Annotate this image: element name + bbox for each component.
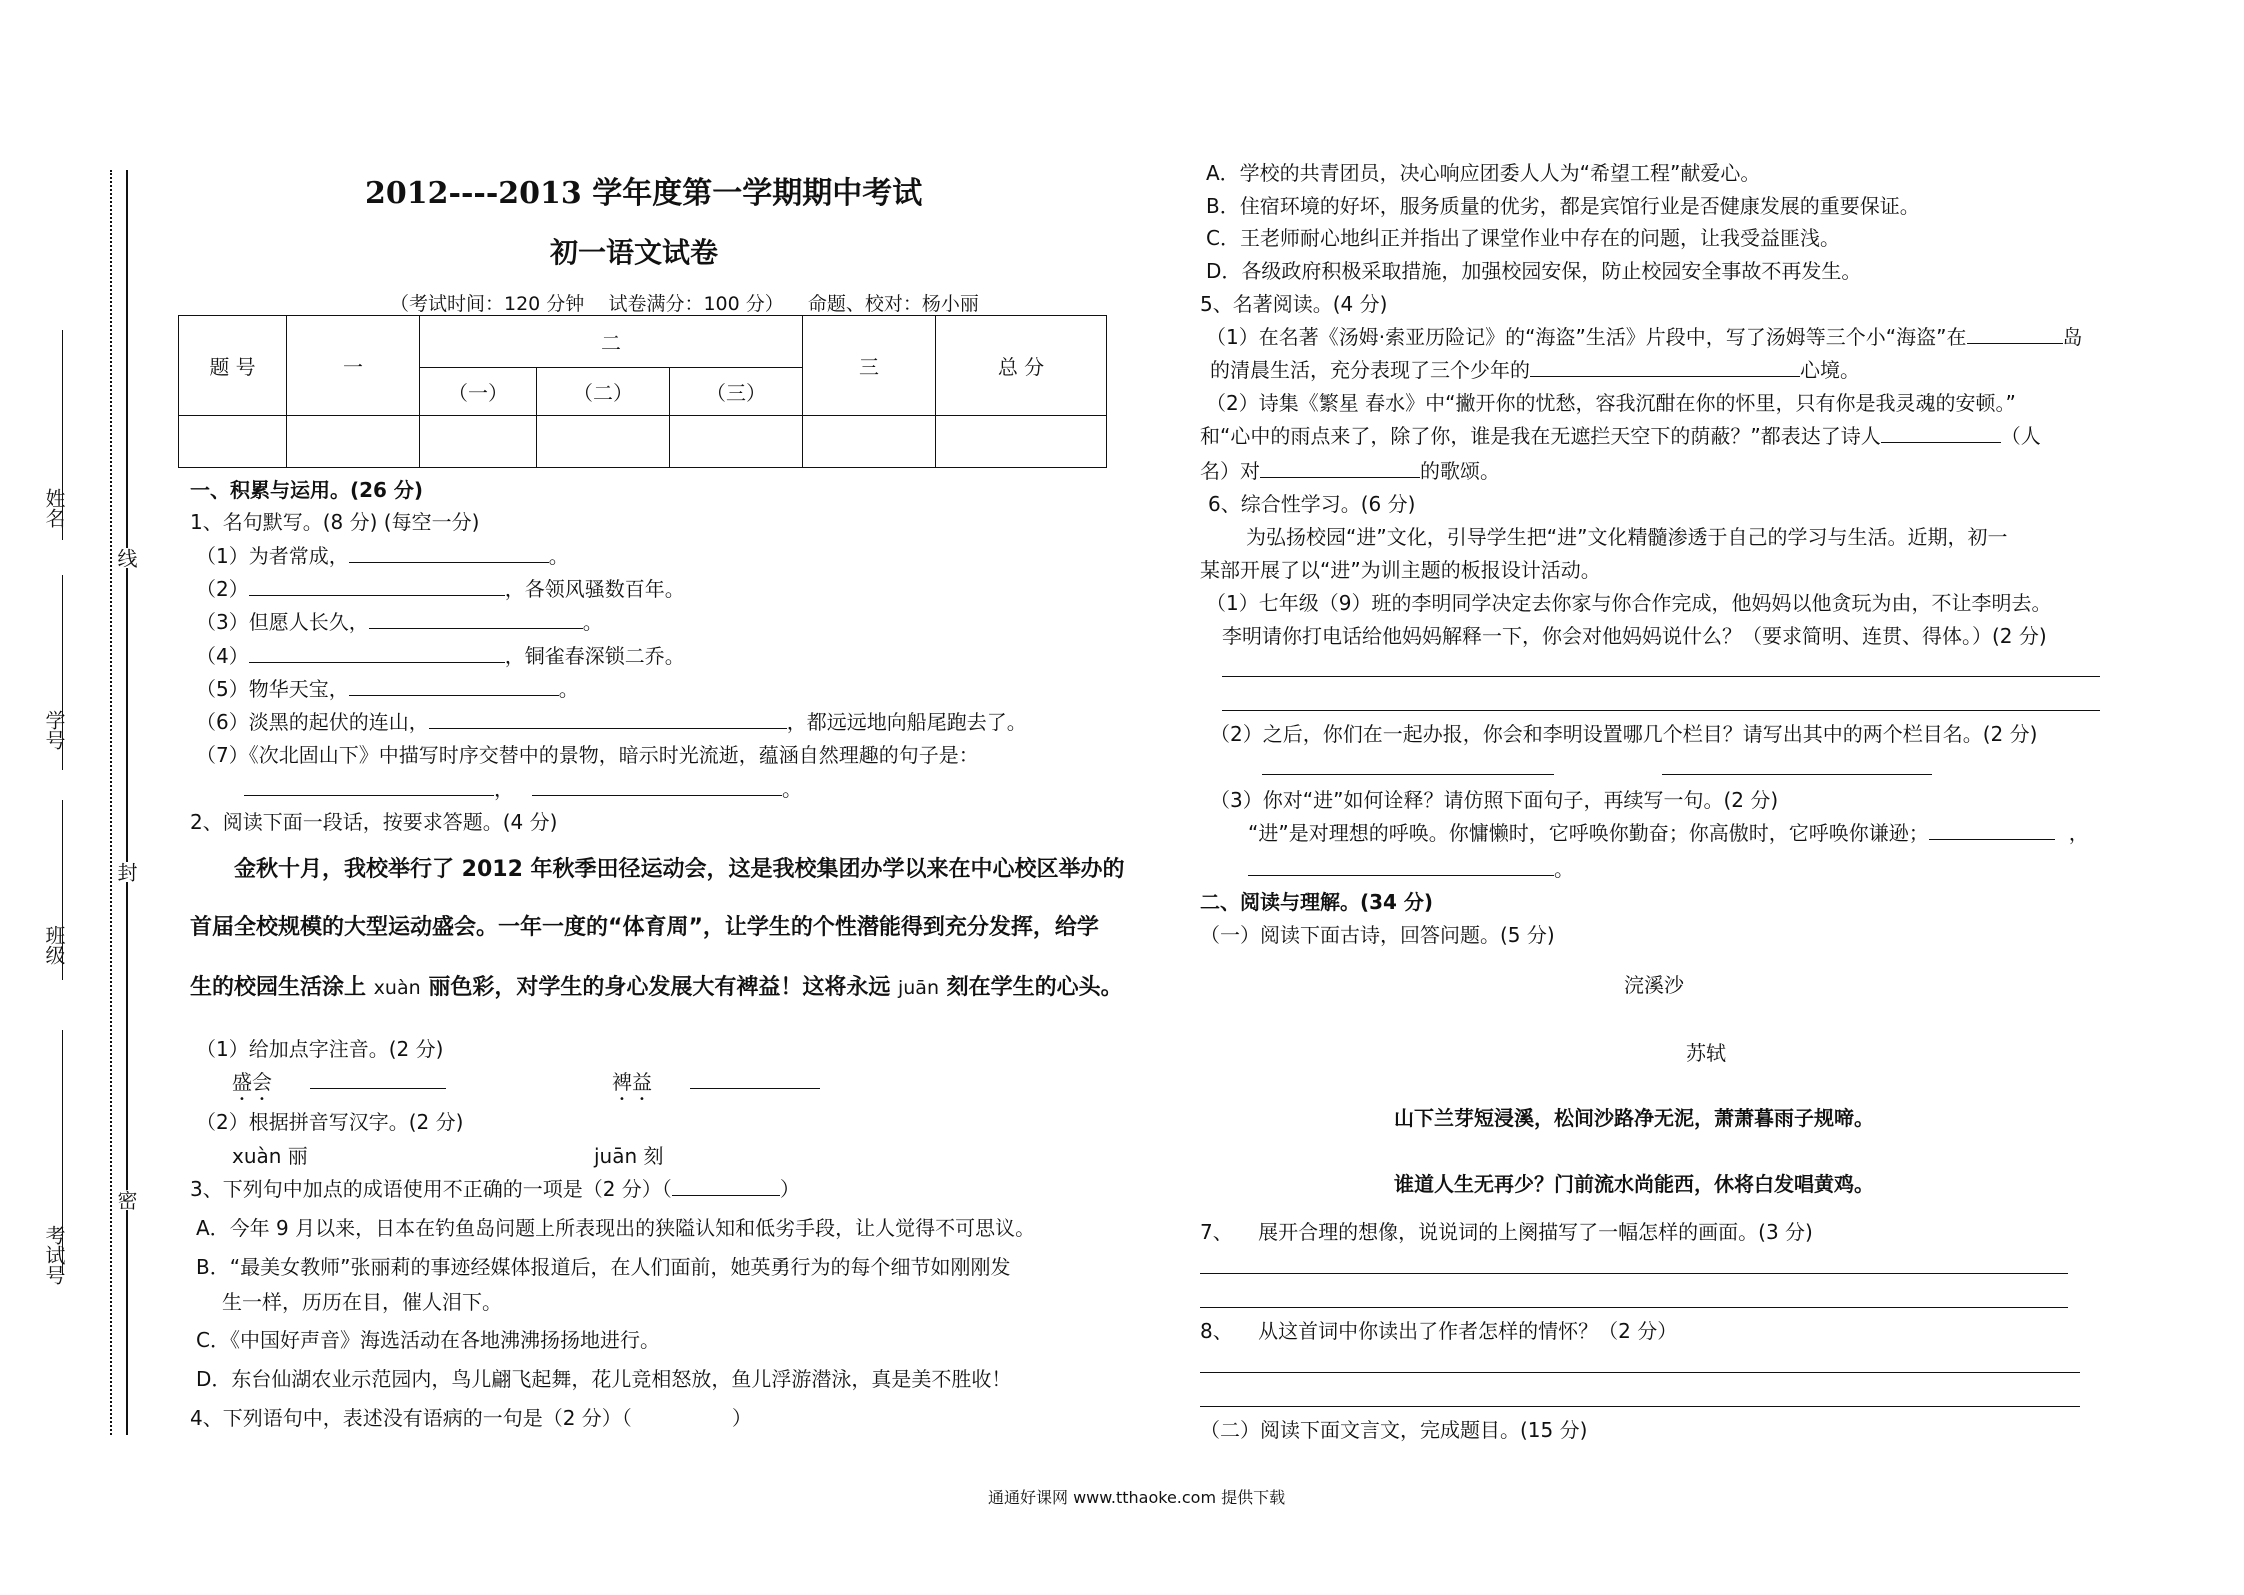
q6-intro-1: 为弘扬校园“进”文化，引导学生把“进”文化精髓渗透于自己的学习与生活。近期，初一 [1246, 525, 2008, 549]
q5-heading: 5、名著阅读。(4 分) [1200, 292, 1388, 316]
q4-option-d: D．各级政府积极采取措施，加强校园安保，防止校园安全事故不再发生。 [1206, 259, 1862, 283]
q4-option-b: B．住宿环境的好坏，服务质量的优劣，都是宾馆行业是否健康发展的重要保证。 [1206, 194, 1920, 218]
q6-1-line-1: （1）七年级（9）班的李明同学决定去你家与你合作完成，他妈妈以他贪玩为由，不让李明去。 [1206, 591, 2052, 615]
q5-1-line-1: （1）在名著《汤姆·索亚历险记》的“海盗”生活》片段中，写了汤姆等三个小“海盗”在 岛 [1206, 325, 2083, 349]
score-head-total: 总 分 [936, 316, 1107, 416]
poem-author: 苏轼 [1686, 1041, 1726, 1065]
q5-1-line-2: 的清晨生活，充分表现了三个少年的 心境。 [1210, 358, 1860, 382]
answer-blank[interactable] [1530, 356, 1800, 377]
q1-item-2: （2） ，各领风骚数百年。 [196, 577, 685, 601]
q4-option-a: A．学校的共青团员，决心响应团委人人为“希望工程”献爱心。 [1206, 161, 1761, 185]
seal-mark-xian: 线 [112, 548, 141, 568]
q8-answer-line-1[interactable] [1200, 1372, 2080, 1373]
score-head-two-a: （一） [420, 368, 537, 416]
q3-option-b-1: B．“最美女教师”张丽莉的事迹经媒体报道后，在人们面前，她英勇行为的每个细节如刚刚发 [196, 1255, 1011, 1279]
q4-heading: 4、下列语句中，表述没有语病的一句是（2 分）（ ） [190, 1406, 752, 1430]
footer-source: 通通好课网 www.tthaoke.com 提供下载 [988, 1488, 1286, 1507]
q6-3-example: “进”是对理想的呼唤。你慵懒时，它呼唤你勤奋；你高傲时，它呼唤你谦逊； ， [1248, 821, 2089, 845]
score-cell-two-b[interactable] [537, 416, 670, 468]
q3-heading: 3、下列句中加点的成语使用不正确的一项是（2 分）（ ） [190, 1177, 800, 1201]
poem-line-2: 谁道人生无再少？门前流水尚能西，休将白发唱黄鸡。 [1394, 1172, 1874, 1196]
score-table [178, 315, 1107, 468]
binding-margin-line-dashed [110, 170, 112, 1435]
passage-line-1: 金秋十月，我校举行了 2012 年秋季田径运动会，这是我校集团办学以来在中心校区举办的 [234, 857, 1125, 882]
q1-item-4: （4） ，铜雀春深锁二乔。 [196, 644, 685, 668]
score-cell-two-a[interactable] [420, 416, 537, 468]
class-field[interactable] [62, 800, 63, 980]
poem-line-1: 山下兰芽短浸溪，松间沙路净无泥，萧萧暮雨子规啼。 [1394, 1106, 1874, 1130]
q1-item-6: （6）淡黑的起伏的连山， ，都远远地向船尾跑去了。 [196, 710, 1027, 734]
score-cell-three[interactable] [803, 416, 936, 468]
q8-heading: 8、 从这首词中你读出了作者怎样的情怀？（2 分） [1200, 1319, 1678, 1343]
answer-blank[interactable] [349, 542, 549, 563]
q6-2-heading: （2）之后，你们在一起办报，你会和李明设置哪几个栏目？请写出其中的两个栏目名。(2 分) [1210, 722, 2038, 746]
passage-line-3: 生的校园生活涂上 xuàn 丽色彩，对学生的身心发展大有裨益！这将永远 juān 刻在学生的心头。 [190, 975, 1123, 1000]
q6-1-line-2: 李明请你打电话给他妈妈解释一下，你会对他妈妈说什么？（要求简明、连贯、得体。）(2 分) [1222, 624, 2047, 648]
section-1-heading: 一、积累与运用。(26 分) [190, 478, 424, 502]
q2-1-heading: （1）给加点字注音。(2 分) [196, 1037, 444, 1061]
q4-option-c: C．王老师耐心地纠正并指出了课堂作业中存在的问题，让我受益匪浅。 [1206, 226, 1840, 250]
q7-heading: 7、 展开合理的想像，说说词的上阕描写了一幅怎样的画面。(3 分) [1200, 1220, 1813, 1244]
q1-item-7: （7）《次北固山下》中描写时序交替中的景物，暗示时光流逝，蕴涵自然理趣的句子是： [196, 743, 979, 767]
seal-mark-feng: 封 [112, 862, 141, 882]
student-no-label: 学号 [42, 710, 66, 750]
score-cell-two-c[interactable] [670, 416, 803, 468]
score-head-two: 二 [420, 316, 803, 368]
answer-blank[interactable] [1929, 819, 2055, 840]
q3-option-a: A．今年 9 月以来，日本在钓鱼岛问题上所表现出的狭隘认知和低劣手段，让人觉得不可思议。 [196, 1216, 1036, 1240]
poem-title: 浣溪沙 [1624, 973, 1684, 997]
q5-2-line-2: 和“心中的雨点来了，除了你，谁是我在无遮拦天空下的荫蔽？”都表达了诗人 （人 [1200, 424, 2041, 448]
q8-answer-line-2[interactable] [1200, 1406, 2080, 1407]
part-2-heading: （二）阅读下面文言文，完成题目。(15 分) [1200, 1418, 1588, 1442]
score-head-two-b: （二） [537, 368, 670, 416]
answer-blank[interactable] [349, 675, 559, 696]
q6-3-heading: （3）你对“进”如何诠释？请仿照下面句子，再续写一句。(2 分) [1210, 788, 1779, 812]
binding-margin-line-solid [126, 170, 128, 1435]
answer-blank[interactable] [429, 708, 787, 729]
name-field[interactable] [62, 330, 63, 540]
q2-heading: 2、阅读下面一段话，按要求答题。(4 分) [190, 810, 558, 834]
q5-2-line-1: （2）诗集《繁星 春水》中“撇开你的忧愁，容我沉酣在你的怀里，只有你是我灵魂的安顿。” [1206, 391, 2016, 415]
q1-item-1: （1）为者常成， 。 [196, 544, 569, 568]
q5-2-line-3: 名）对 的歌颂。 [1200, 459, 1500, 483]
answer-blank[interactable] [244, 775, 494, 796]
q6-heading: 6、综合性学习。(6 分) [1208, 492, 1416, 516]
class-label: 班级 [42, 925, 66, 965]
answer-blank[interactable] [532, 775, 782, 796]
score-head-tihao: 题 号 [179, 316, 287, 416]
part-1-heading: （一）阅读下面古诗，回答问题。(5 分) [1200, 923, 1555, 947]
q1-heading: 1、名句默写。(8 分) (每空一分) [190, 510, 480, 534]
exam-title: 2012----2013 学年度第一学期期中考试 [365, 176, 923, 211]
exam-no-label: 考试号 [42, 1225, 66, 1285]
name-label: 姓名 [42, 488, 66, 528]
answer-blank[interactable] [1881, 422, 2001, 443]
q2-1-word-2: 裨益 [612, 1066, 820, 1105]
student-no-field[interactable] [62, 575, 63, 770]
q3-option-c: C．《中国好声音》海选活动在各地沸沸扬扬地进行。 [196, 1328, 660, 1352]
passage-line-2: 首届全校规模的大型运动盛会。一年一度的“体育周”，让学生的个性潜能得到充分发挥，给学 [190, 915, 1099, 940]
q1-item-7-blanks: ， 。 [244, 773, 802, 802]
answer-blank[interactable] [249, 575, 505, 596]
q2-2-word-1: xuàn 丽 [232, 1144, 308, 1168]
answer-blank[interactable] [310, 1068, 446, 1089]
score-head-three: 三 [803, 316, 936, 416]
q1-item-3: （3）但愿人长久， 。 [196, 610, 603, 634]
q6-intro-2: 某部开展了以“进”为训主题的板报设计活动。 [1200, 558, 1601, 582]
exam-no-field[interactable] [62, 1030, 63, 1275]
exam-info: （考试时间：120 分钟 试卷满分：100 分） 命题、校对：杨小丽 [390, 293, 979, 315]
exam-subtitle: 初一语文试卷 [550, 236, 719, 269]
score-head-two-c: （三） [670, 368, 803, 416]
q2-1-word-1: 盛会 [232, 1066, 446, 1105]
score-cell-total[interactable] [936, 416, 1107, 468]
score-cell-one[interactable] [287, 416, 420, 468]
q6-3-continue: 。 [1248, 853, 1574, 882]
q1-item-5: （5）物华天宝， 。 [196, 677, 579, 701]
answer-blank[interactable] [690, 1068, 820, 1089]
q7-answer-line-2[interactable] [1200, 1307, 2068, 1308]
answer-blank[interactable] [1260, 457, 1420, 478]
answer-blank[interactable] [1248, 855, 1554, 876]
q6-2-answer-line-1[interactable] [1262, 774, 1554, 775]
score-cell-empty [179, 416, 287, 468]
answer-blank[interactable] [369, 608, 583, 629]
seal-mark-mi: 密 [112, 1190, 141, 1210]
q3-option-d: D．东台仙湖农业示范园内，鸟儿翩飞起舞，花儿竞相怒放，鱼儿浮游潜泳，真是美不胜收！ [196, 1367, 1012, 1391]
q6-1-answer-line-1[interactable] [1222, 676, 2100, 677]
answer-blank[interactable] [672, 1175, 780, 1196]
answer-blank[interactable] [249, 642, 505, 663]
q3-option-b-2: 生一样，历历在目，催人泪下。 [222, 1290, 502, 1314]
answer-blank[interactable] [1967, 323, 2063, 344]
score-head-one: 一 [287, 316, 420, 416]
q6-2-answer-line-2[interactable] [1662, 774, 1932, 775]
q6-1-answer-line-2[interactable] [1222, 710, 2100, 711]
q2-2-heading: （2）根据拼音写汉字。(2 分) [196, 1110, 464, 1134]
section-2-heading: 二、阅读与理解。(34 分) [1200, 890, 1434, 914]
q2-2-word-2: juān 刻 [594, 1144, 664, 1168]
q7-answer-line-1[interactable] [1200, 1273, 2068, 1274]
